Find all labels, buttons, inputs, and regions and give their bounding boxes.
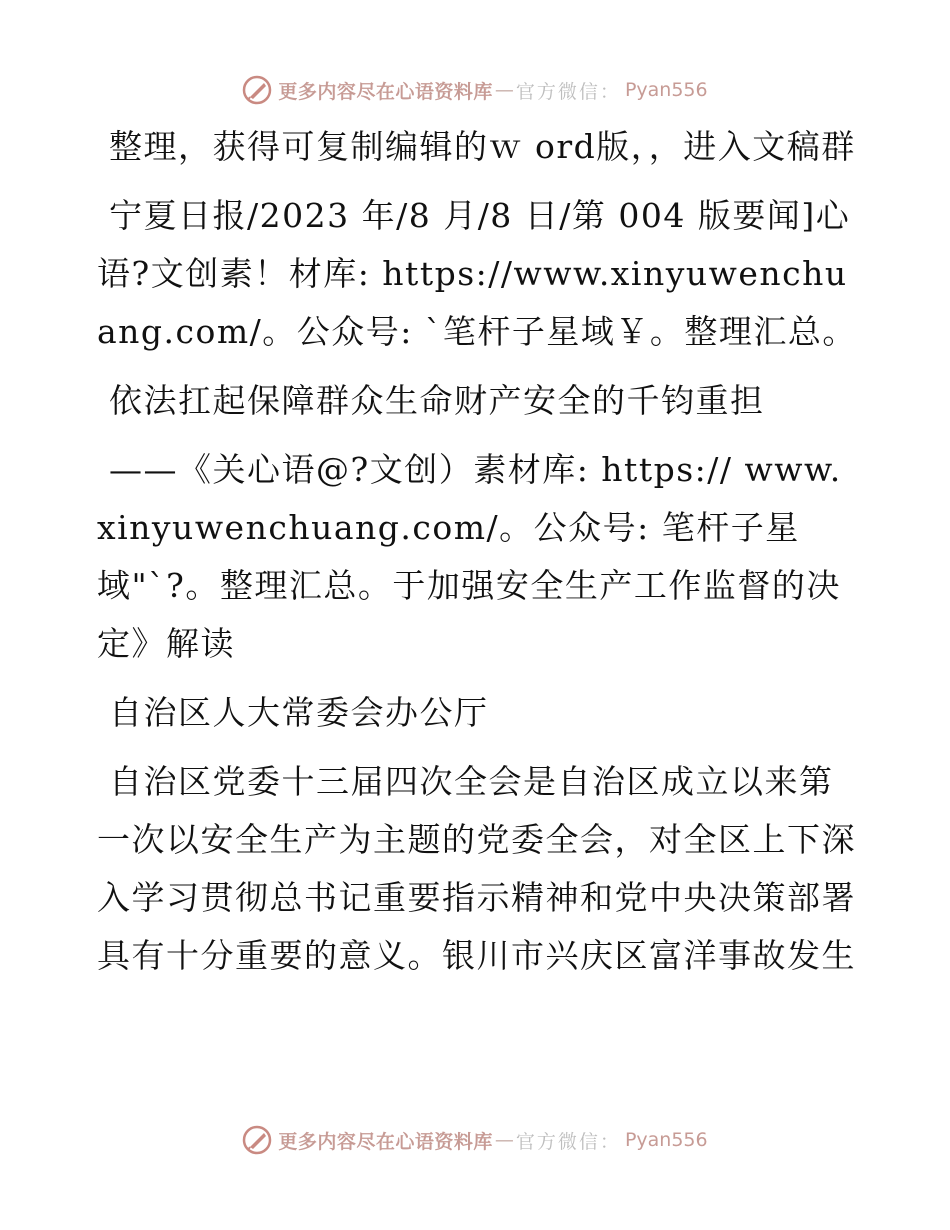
watermark-dash: — bbox=[494, 79, 514, 101]
intro-note-paragraph: 整理，获得可复制编辑的ｗ ord版，，进入文稿群 bbox=[109, 127, 856, 166]
document-body bbox=[97, 118, 857, 996]
watermark-wechat-id: Pyan556 bbox=[624, 1129, 708, 1151]
watermark-brand-text: 更多内容尽在心语资料库 bbox=[278, 1130, 493, 1153]
source-line-paragraph: 宁夏日报/2023 年/8 月/8 日/第 004 版要闻]心语?文创素！材库: https://www.xinyuwenchuang.com/。公众号: `笔杆子星域￥。整理汇总。 bbox=[97, 196, 857, 351]
watermark-official-label: 官方微信： bbox=[515, 80, 621, 103]
header-watermark bbox=[0, 70, 950, 110]
quill-logo-icon bbox=[242, 75, 272, 105]
article-subtitle: ——《关心语@?文创）素材库: https:// www.xinyuwenchuang.com/。公众号: 笔杆子星域"`?。整理汇总。于加强安全生产工作监督的决定》解读 bbox=[97, 450, 842, 663]
watermark-dash: — bbox=[494, 1129, 514, 1151]
watermark-brand-text: 更多内容尽在心语资料库 bbox=[278, 80, 493, 103]
body-paragraph: 自治区党委十三届四次全会是自治区成立以来第一次以安全生产为主题的党委全会，对全区上下深入学习贯彻总书记重要指示精神和党中央决策部署具有十分重要的意义。银川市兴庆区富洋事故发生 bbox=[97, 762, 856, 975]
quill-logo-icon bbox=[242, 1125, 272, 1155]
watermark-wechat-id: Pyan556 bbox=[624, 79, 708, 101]
article-title: 依法扛起保障群众生命财产安全的千钧重担 bbox=[109, 381, 765, 420]
watermark-official-label: 官方微信： bbox=[515, 1130, 621, 1153]
author-line: 自治区人大常委会办公厅 bbox=[109, 693, 489, 732]
footer-watermark bbox=[0, 1120, 950, 1160]
